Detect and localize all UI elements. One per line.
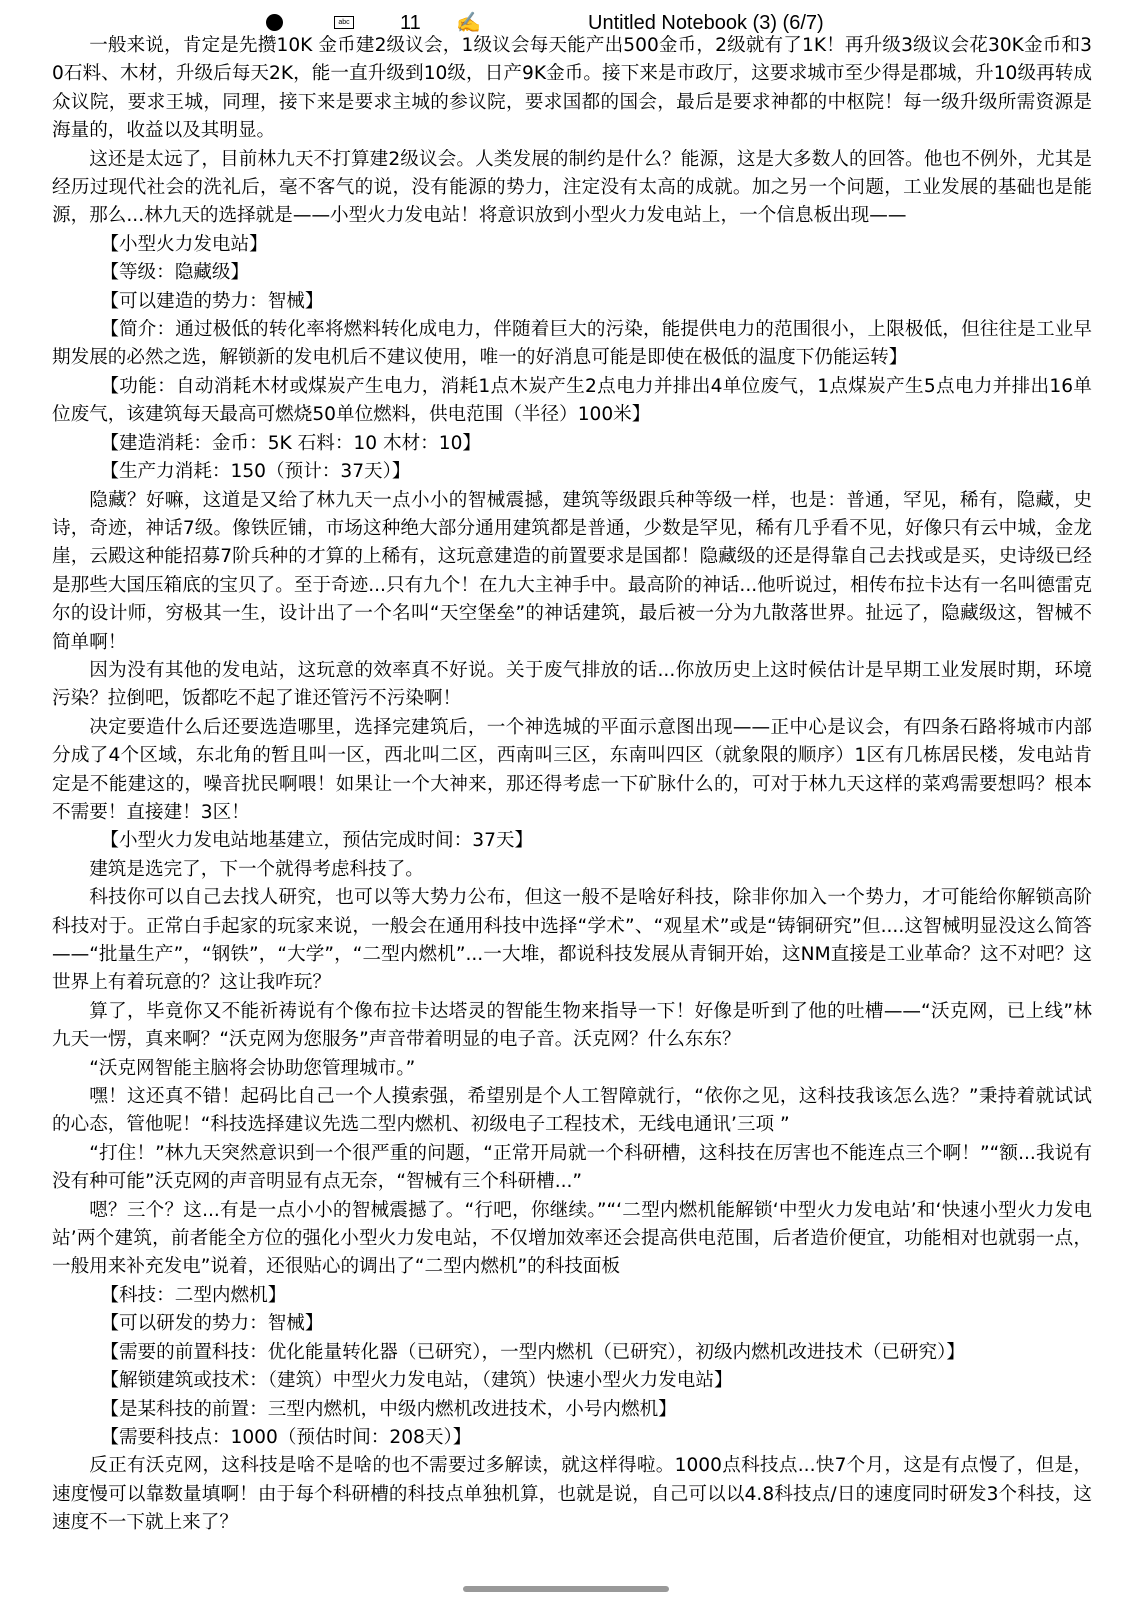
document-body [52, 32, 1092, 1538]
info-line: 【需要科技点：1000（预估时间：208天）】 [100, 1426, 472, 1448]
paragraph: 这还是太远了，目前林九天不打算建2级议会。人类发展的制约是什么？能源，这是大多数人的回答。他也不例外，尤其是经历过现代社会的洗礼后，毫不客气的说，没有能源的势力，注定没有太高的成就。加之另一个问题，工业发展的基础也是能源，那么...林九天的选择就是——小型火力发电站！将意识放到小型火力发电站上，一个信息板出现—— [52, 148, 1092, 227]
page-number: 11 [400, 12, 421, 34]
paragraph: 科技你可以自己去找人研究，也可以等大势力公布，但这一般不是啥好科技，除非你加入一个势力，才可能给你解锁高阶科技对于。正常白手起家的玩家来说，一般会在通用科技中选择“学术”、“观星术”或是“铸铜研究”但....这智械明显没这么简答——“批量生产”，“钢铁”，“大学”，“二型内燃机”...一大堆，都说科技发展从青铜开始，这NM直接是工业革命？这不对吧？这世界上有着玩意的？这让我咋玩？ [52, 887, 1092, 994]
info-line: 【可以建造的势力：智械】 [100, 290, 324, 312]
info-line: 【小型火力发电站】 [100, 233, 268, 255]
info-line: 【解锁建筑或技术：（建筑）中型火力发电站，（建筑）快速小型火力发电站】 [100, 1370, 733, 1392]
paragraph: “打住！”林九天突然意识到一个很严重的问题，“正常开局就一个科研槽，这科技在厉害也不能连点三个啊！”“额...我说有没有种可能”沃克网的声音明显有点无奈，“智械有三个科研槽...” [52, 1142, 1092, 1193]
paragraph: 因为没有其他的发电站，这玩意的效率真不好说。关于废气排放的话...你放历史上这时候估计是早期工业发展时期，环境污染？拉倒吧，饭都吃不起了谁还管污不污染啊！ [52, 659, 1092, 710]
paragraph: 决定要造什么后还要选造哪里，选择完建筑后，一个神选城的平面示意图出现——正中心是议会，有四条石路将城市内部分成了4个区域，东北角的暂且叫一区，西北叫二区，西南叫三区，东南叫四区（就象限的顺序）1区有几栋居民楼，发电站肯定是不能建这的，噪音扰民啊喂！如果让一个大神来，那还得考虑一下矿脉什么的，可对于林九天这样的菜鸡需要想吗？根本不需要！直接建！3区！ [52, 716, 1092, 823]
info-line: 【需要的前置科技：优化能量转化器（已研究），一型内燃机（已研究），初级内燃机改进技术（已研究）】 [100, 1341, 965, 1363]
info-line: 【简介：通过极低的转化率将燃料转化成电力，伴随着巨大的污染，能提供电力的范围很小，上限极低，但往往是工业早期发展的必然之选，解锁新的发电机后不建议使用，唯一的好消息可能是即使在极低的温度下仍能运转】 [52, 319, 1092, 369]
pen-off-icon[interactable]: ✍ [456, 12, 481, 34]
paragraph: 反正有沃克网，这科技是啥不是啥的也不需要过多解读，就这样得啦。1000点科技点...快7个月，这是有点慢了，但是，速度慢可以靠数量填啊！由于每个科研槽的科技点单独机算，也就是说，自己可以以4.8科技点/日的速度同时研发3个科技，这速度不一下就上来了？ [52, 1455, 1092, 1534]
info-line: 【等级：隐藏级】 [100, 262, 250, 284]
text-recognition-icon[interactable]: abc [334, 16, 354, 29]
paragraph: 算了，毕竟你又不能祈祷说有个像布拉卡达塔灵的智能生物来指导一下！好像是听到了他的吐槽——“沃克网，已上线”林九天一愣，真来啊？“沃克网为您服务”声音带着明显的电子音。沃克网？什么东东？ [52, 1000, 1092, 1051]
info-line: 【建造消耗：金币：5K 石料：10 木材：10】 [100, 432, 482, 454]
record-dot-icon[interactable] [266, 14, 283, 31]
info-line: 【功能：自动消耗木材或煤炭产生电力，消耗1点木炭产生2点电力并排出4单位废气，1点煤炭产生5点电力并排出16单位废气，该建筑每天最高可燃烧50单位燃料，供电范围（半径）100米】 [52, 375, 1092, 426]
info-line: 【可以研发的势力：智械】 [100, 1313, 324, 1335]
paragraph: 建筑是选完了，下一个就得考虑科技了。 [89, 858, 424, 880]
paragraph: 一般来说，肯定是先攒10K 金币建2级议会，1级议会每天能产出500金币，2级就有了1K！再升级3级议会花30K金币和30石料、木材，升级后每天2K，能一直升级到10级，日产9K金币。接下来是市政厅，这要求城市至少得是郡城，升10级再转成众议院，要求王城，同理，接下来是要求主城的参议院，要求国都的国会，最后是要求神都的中枢院！每一级升级所需资源是海量的，收益以及其明显。 [52, 35, 1092, 142]
paragraph: 嘿！这还真不错！起码比自己一个人摸索强，希望别是个人工智障就行，“依你之见，这科技我该怎么选？”秉持着就试试的心态，管他呢！“科技选择建议先选二型内燃机、初级电子工程技术，无线电通讯’三项 ” [52, 1086, 1092, 1136]
paragraph: 隐藏？好嘛，这道是又给了林九天一点小小的智械震撼，建筑等级跟兵种等级一样，也是：普通，罕见，稀有，隐藏，史诗，奇迹，神话7级。像铁匠铺，市场这种绝大部分通用建筑都是普通，少数是罕见，稀有几乎看不见，好像只有云中城，金龙崖，云殿这种能招募7阶兵种的才算的上稀有，这玩意建造的前置要求是国都！隐藏级的还是得靠自己去找或是买，史诗级已经是那些大国压箱底的宝贝了。至于奇迹...只有九个！在九大主神手中。最高阶的神话...他听说过，相传布拉卡达有一名叫德雷克尔的设计师，穷极其一生，设计出了一个名叫“天空堡垒”的神话建筑，最后被一分为九散落世界。扯远了，隐藏级这，智械不简单啊！ [52, 489, 1092, 653]
paragraph: “沃克网智能主脑将会协助您管理城市。” [89, 1057, 416, 1079]
info-line: 【生产力消耗：150（预计：37天）】 [100, 461, 411, 483]
home-indicator[interactable] [463, 1586, 669, 1592]
info-line: 【小型火力发电站地基建立，预估完成时间：37天】 [100, 830, 534, 852]
paragraph: 嗯？三个？这...有是一点小小的智械震撼了。“行吧，你继续。”“‘二型内燃机能解锁‘中型火力发电站’和‘快速小型火力发电站’两个建筑，前者能全方位的强化小型火力发电站，不仅增加效率还会提高供电范围，后者造价便宜，功能相对也就弱一点，一般用来补充发电”说着，还很贴心的调出了“二型内燃机”的科技面板 [52, 1199, 1092, 1278]
info-line: 【科技：二型内燃机】 [100, 1284, 287, 1306]
info-line: 【是某科技的前置：三型内燃机，中级内燃机改进技术，小号内燃机】 [100, 1398, 677, 1420]
notebook-title: Untitled Notebook (3) (6/7) [588, 12, 824, 34]
